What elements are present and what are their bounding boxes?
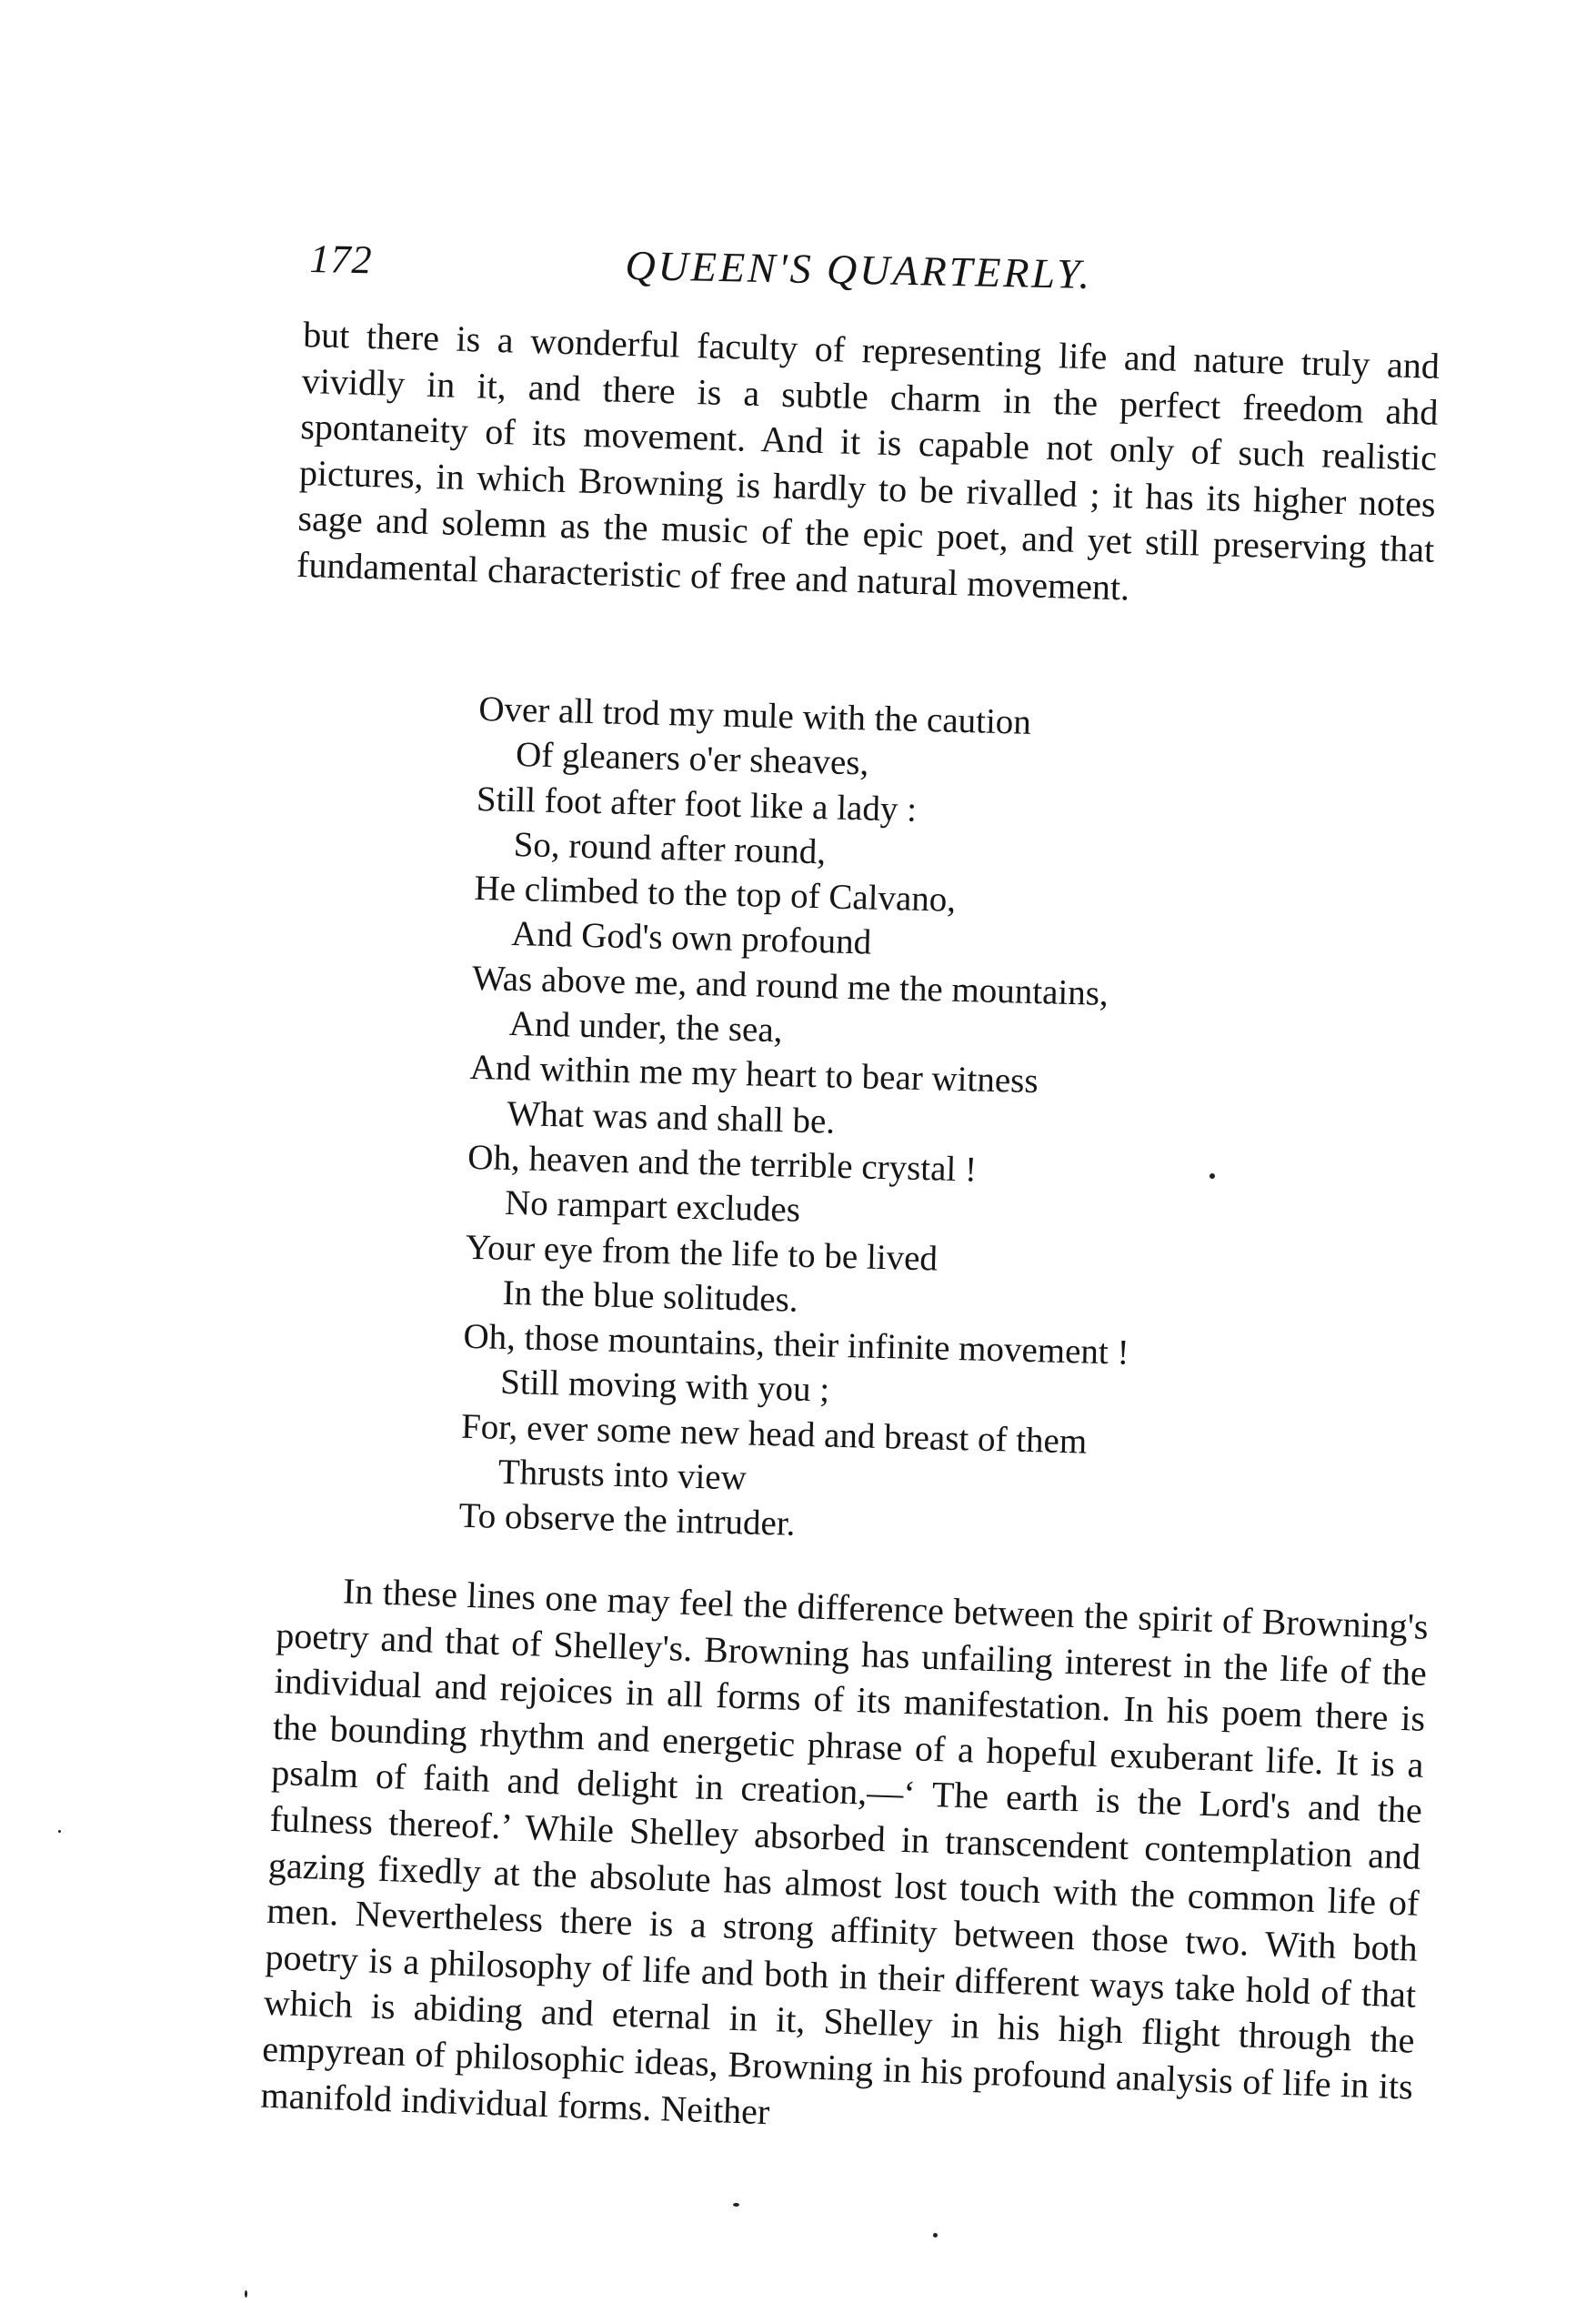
poem-line: And God's own profound <box>510 914 872 963</box>
poem-line: Still foot after foot like a lady : <box>476 779 918 830</box>
running-head: QUEEN'S QUARTERLY. <box>625 241 1093 297</box>
poem-block <box>458 687 1145 1554</box>
poem-line: Still moving with you ; <box>499 1363 830 1411</box>
scan-speck <box>245 2290 247 2298</box>
poem-line: What was and shall be. <box>507 1093 836 1141</box>
scan-speck <box>933 2233 938 2238</box>
paragraph-top-text: but there is a wonderful faculty of representing life and nature truly and vividly in it, and there is a subtle charm in the perfect freedom ahd spontaneity of its movement. And it is capable not only of such realistic pictures, in which Browning is hardly to be rivalled ; it has its higher notes sage and solemn as the music of the epic poet, and yet still preserving that fundamental characteristic of free and natural movement. <box>296 313 1440 608</box>
poem-line: And within me my heart to bear witness <box>469 1048 1039 1101</box>
poem-line: And under, the sea, <box>508 1004 783 1051</box>
scan-speck <box>1210 1173 1215 1179</box>
poem-line: Thrusts into view <box>497 1452 748 1498</box>
scan-speck <box>733 2203 739 2207</box>
poem-line: Oh, those mountains, their infinite movement ! <box>463 1316 1130 1373</box>
poem-line: Your eye from the life to be lived <box>465 1227 939 1279</box>
poem-line: Of gleaners o'er sheaves, <box>515 735 869 783</box>
poem-line: Oh, heaven and the terrible crystal ! <box>467 1137 978 1190</box>
poem-line: In the blue solitudes. <box>502 1272 799 1320</box>
paragraph-bottom <box>260 1566 1429 2157</box>
page-number: 172 <box>309 236 373 283</box>
poem-line: Was above me, and round me the mountains, <box>471 958 1109 1013</box>
poem-line: To observe the intruder. <box>458 1496 796 1544</box>
scan-speck <box>58 1830 61 1833</box>
poem-line: Over all trod my mule with the caution <box>477 689 1032 742</box>
paragraph-bottom-text: In these lines one may feel the difference between the spirit of Browning's poetry and that of Shelley's. Browning has unfailing interest in the life of the individual and rejoices in all forms of its manifestation. In his poem there is the bounding rhythm and energetic phrase of a hopeful exuberant life. It is a psalm of faith and delight in creation,—‘ The earth is the Lord's and the fulness thereof.’ While Shelley absorbed in transcendent contemplation and gazing fixedly at the absolute has almost lost touch with the common life of men. Nevertheless there is a strong affinity between those two. With both poetry is a philosophy of life and both in their different ways take hold of that which is abiding and eternal in it, Shelley in his high flight through the empyrean of philosophic ideas, Browning in his profound analysis of life in its manifold individual forms. Neither <box>259 1570 1430 2132</box>
poem-line: So, round after round, <box>513 824 827 872</box>
poem-line: For, ever some new head and breast of them <box>460 1406 1088 1462</box>
poem-line: No rampart excludes <box>504 1183 801 1231</box>
paragraph-top <box>296 312 1440 619</box>
poem-line: He climbed to the top of Calvano, <box>474 869 957 920</box>
